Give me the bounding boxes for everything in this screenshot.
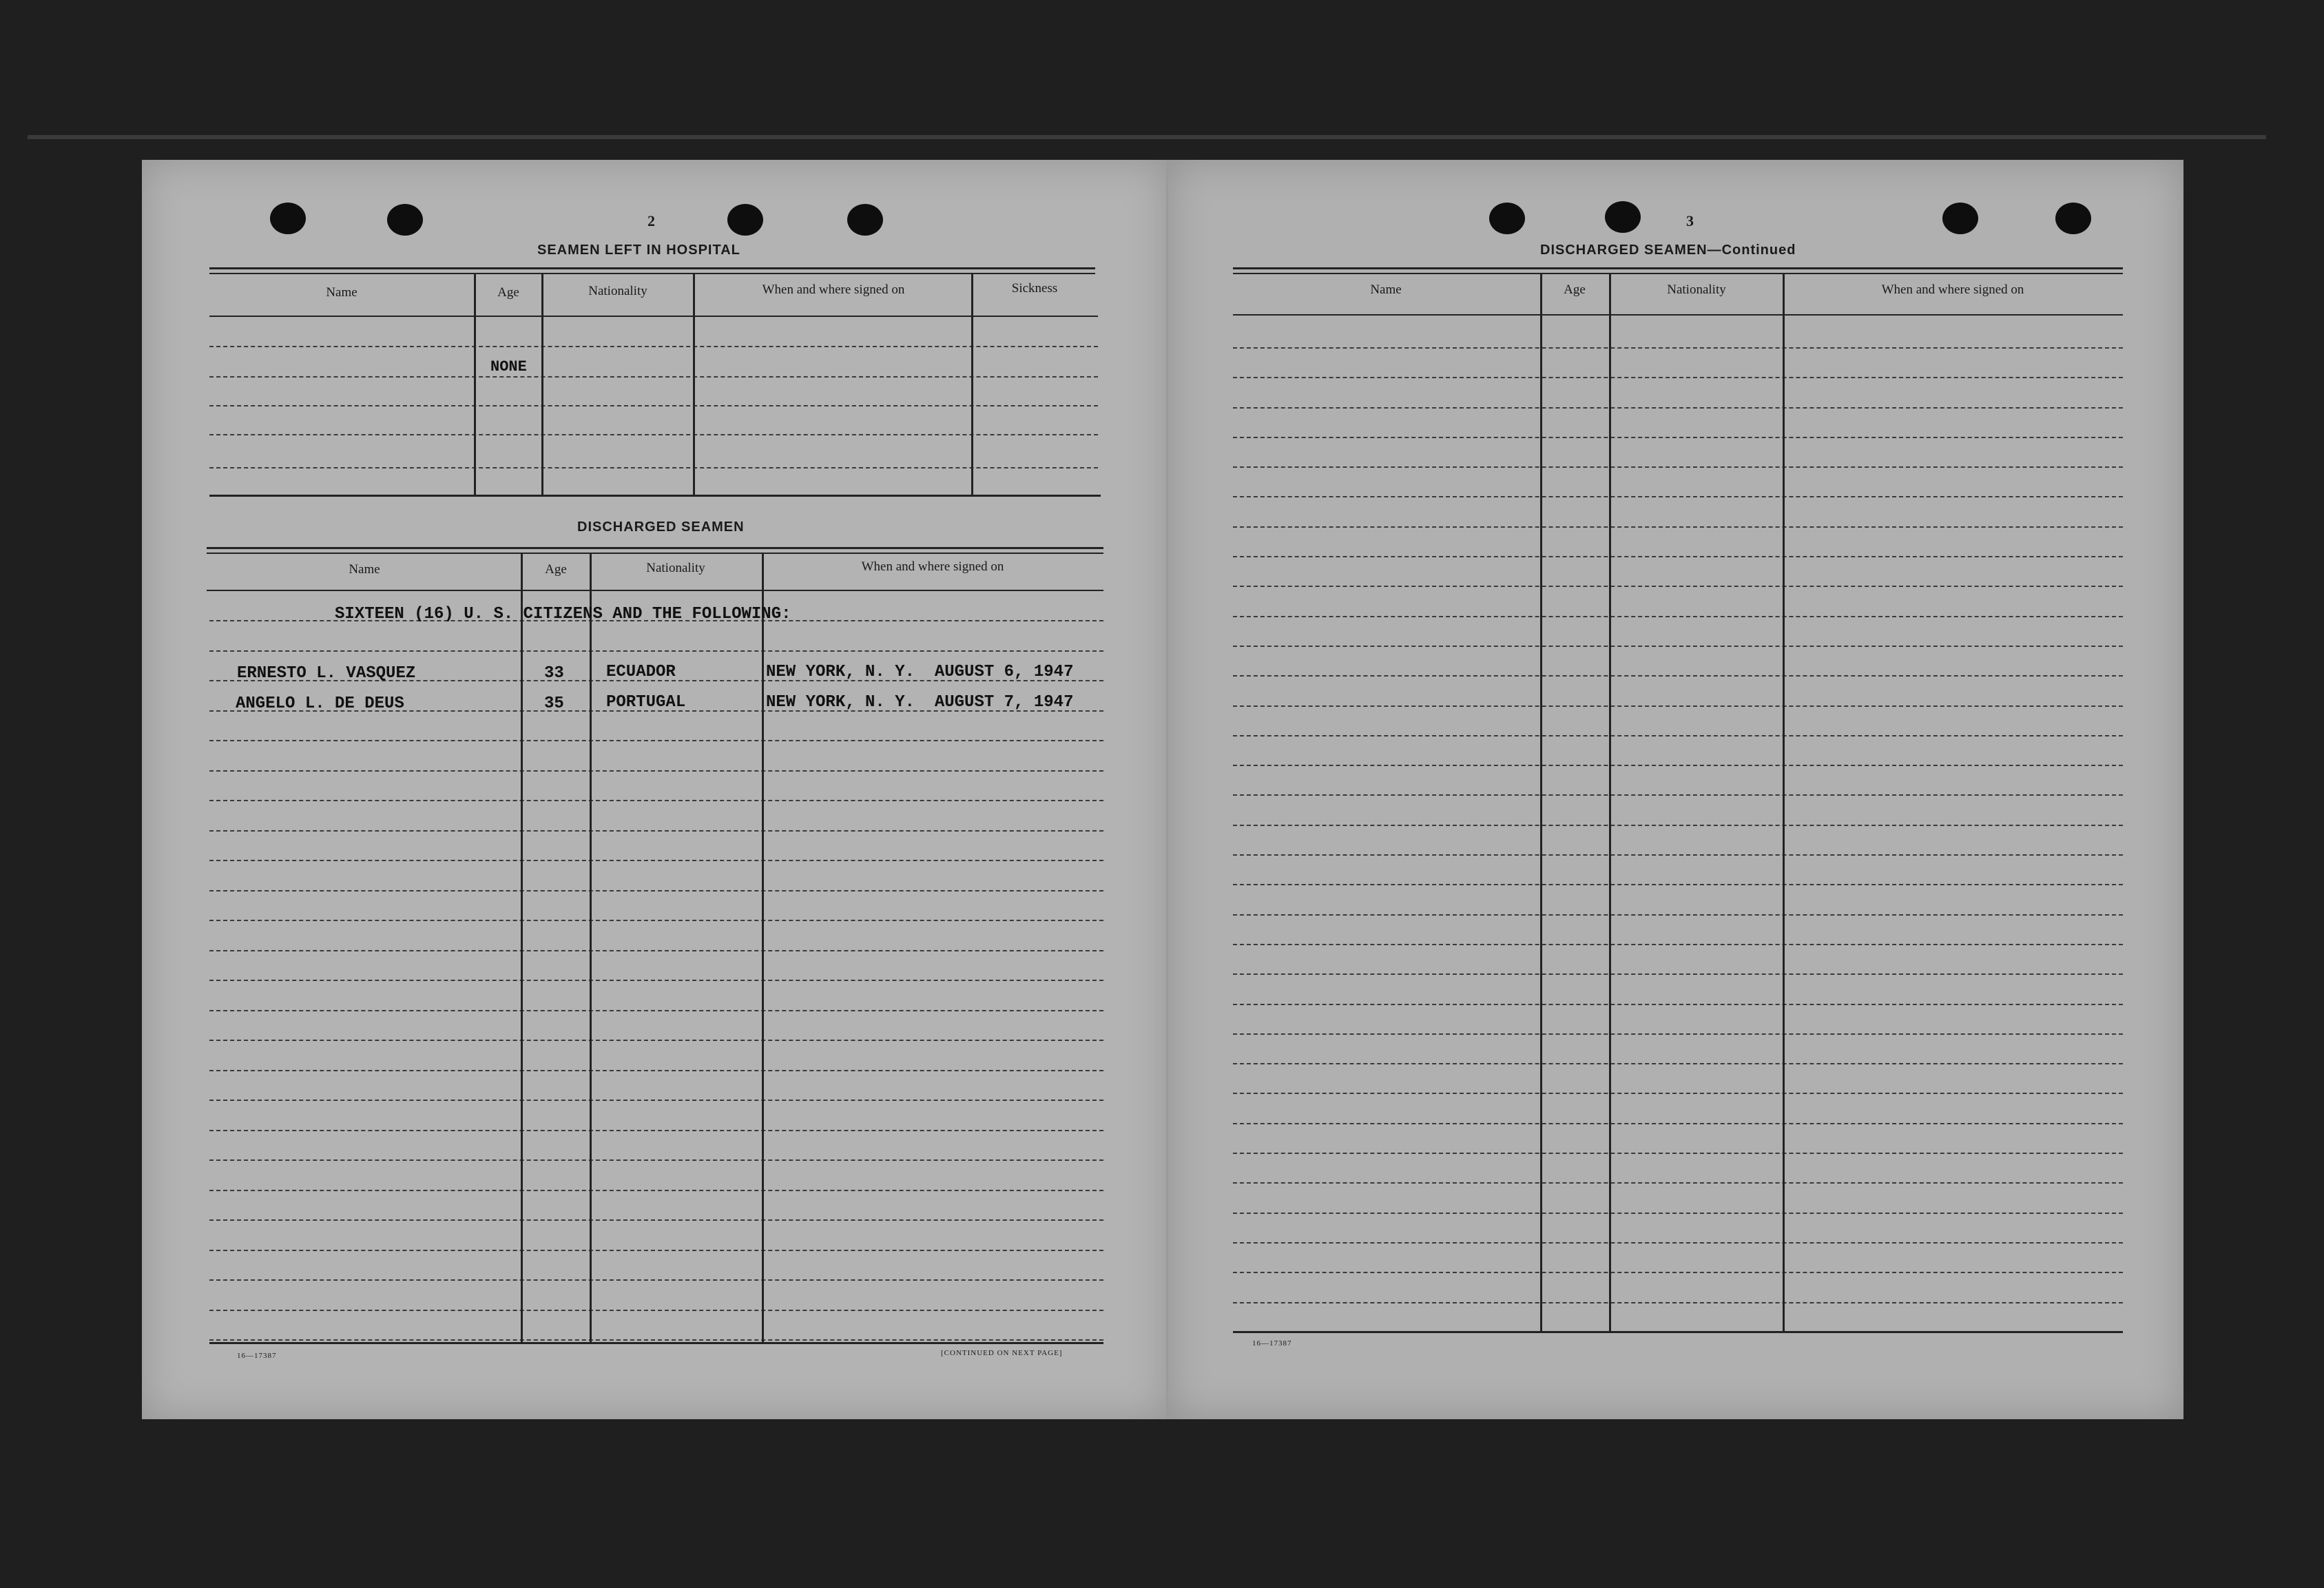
- section-title-hospital: SEAMEN LEFT IN HOSPITAL: [537, 243, 740, 258]
- ruled-line: [1233, 1182, 2123, 1184]
- seaman-age: 35: [544, 694, 564, 713]
- scan-edge: [28, 135, 2266, 139]
- ruled-line: [209, 1070, 1103, 1071]
- hospital-entry: NONE: [490, 358, 527, 375]
- ruled-line: [1233, 735, 2123, 736]
- ruled-line: [1233, 825, 2123, 826]
- table-rule: [1233, 273, 2123, 274]
- ruled-line: [209, 1130, 1103, 1131]
- ruled-line: [209, 1190, 1103, 1191]
- page-number: 2: [647, 212, 655, 229]
- table-rule: [209, 495, 1101, 497]
- section-title-discharged: DISCHARGED SEAMEN: [577, 519, 745, 535]
- table-rule: [1233, 1331, 2123, 1333]
- ruled-line: [1233, 616, 2123, 617]
- seaman-signed-on: NEW YORK, N. Y. AUGUST 7, 1947: [766, 693, 1074, 712]
- ruled-line: [209, 920, 1103, 921]
- ruled-line: [1233, 944, 2123, 945]
- ruled-line: [1233, 1272, 2123, 1273]
- column-divider: [762, 554, 764, 1343]
- ruled-line: [1233, 1004, 2123, 1005]
- ruled-line: [1233, 854, 2123, 856]
- ruled-line: [1233, 586, 2123, 587]
- ruled-line: [1233, 1242, 2123, 1244]
- ruled-line: [1233, 526, 2123, 528]
- ruled-line: [209, 860, 1103, 861]
- table-rule: [1233, 314, 2123, 316]
- ruled-line: [1233, 1153, 2123, 1154]
- column-header-name: Name: [326, 285, 357, 300]
- column-header-age: Age: [497, 285, 519, 300]
- punch-hole: [727, 204, 763, 236]
- column-divider: [590, 554, 592, 1343]
- column-header-age: Age: [1564, 282, 1586, 297]
- ruled-line: [1233, 347, 2123, 349]
- punch-hole: [1489, 203, 1525, 234]
- table-rule: [1233, 267, 2123, 269]
- ruled-line: [1233, 466, 2123, 468]
- punch-hole: [847, 204, 883, 236]
- ruled-line: [209, 770, 1103, 772]
- ruled-line: [209, 1250, 1103, 1251]
- ruled-line: [209, 376, 1098, 378]
- ruled-line: [209, 1339, 1103, 1341]
- column-divider: [541, 274, 543, 496]
- section-title-discharged-continued: DISCHARGED SEAMEN—Continued: [1540, 243, 1796, 258]
- column-header-name: Name: [349, 562, 380, 577]
- column-header-signed-on: When and where signed on: [762, 282, 905, 297]
- ruled-line: [209, 1279, 1103, 1281]
- column-divider: [474, 274, 476, 496]
- right-page: [1168, 160, 2183, 1419]
- seaman-name: ANGELO L. DE DEUS: [236, 694, 404, 713]
- continued-note: [CONTINUED ON NEXT PAGE]: [941, 1349, 1063, 1357]
- ruled-line: [1233, 377, 2123, 378]
- column-divider: [1540, 274, 1542, 1332]
- ruled-line: [209, 650, 1103, 652]
- ruled-line: [1233, 556, 2123, 557]
- ruled-line: [209, 1010, 1103, 1011]
- column-header-age: Age: [545, 562, 567, 577]
- ruled-line: [209, 405, 1098, 406]
- column-header-signed-on: When and where signed on: [861, 559, 1004, 574]
- ruled-line: [1233, 1302, 2123, 1303]
- ruled-line: [1233, 1093, 2123, 1094]
- ruled-line: [1233, 914, 2123, 916]
- table-rule: [209, 267, 1095, 269]
- ruled-line: [209, 1040, 1103, 1041]
- ruled-line: [1233, 705, 2123, 707]
- left-page: [142, 160, 1168, 1419]
- ruled-line: [209, 950, 1103, 951]
- ruled-line: [1233, 884, 2123, 885]
- punch-hole: [270, 203, 306, 234]
- punch-hole: [1942, 203, 1978, 234]
- page-number: 3: [1686, 212, 1694, 229]
- ruled-line: [1233, 765, 2123, 766]
- form-number: 16—17387: [237, 1352, 277, 1360]
- ruled-line: [209, 1159, 1103, 1161]
- table-rule: [209, 1342, 1103, 1344]
- punch-hole: [387, 204, 423, 236]
- ruled-line: [1233, 1123, 2123, 1124]
- table-rule: [207, 553, 1103, 554]
- column-divider: [1783, 274, 1785, 1332]
- ruled-line: [209, 1100, 1103, 1101]
- ruled-line: [1233, 973, 2123, 975]
- ruled-line: [1233, 1213, 2123, 1214]
- column-header-signed-on: When and where signed on: [1881, 282, 2024, 297]
- column-header-name: Name: [1370, 282, 1402, 297]
- ruled-line: [209, 830, 1103, 832]
- ruled-line: [209, 890, 1103, 891]
- ruled-line: [1233, 407, 2123, 409]
- seaman-age: 33: [544, 664, 564, 683]
- ruled-line: [1233, 496, 2123, 497]
- discharged-intro: SIXTEEN (16) U. S. CITIZENS AND THE FOLLOWING:: [335, 605, 791, 623]
- column-divider: [971, 273, 973, 496]
- ruled-line: [209, 467, 1098, 468]
- ruled-line: [1233, 675, 2123, 677]
- column-header-nationality: Nationality: [588, 284, 647, 298]
- column-divider: [693, 274, 695, 496]
- column-header-nationality: Nationality: [1667, 282, 1726, 297]
- table-rule: [209, 273, 1095, 274]
- table-rule: [209, 316, 1098, 317]
- ruled-line: [1233, 1063, 2123, 1064]
- ruled-line: [209, 1310, 1103, 1311]
- form-number: 16—17387: [1252, 1339, 1292, 1348]
- seaman-signed-on: NEW YORK, N. Y. AUGUST 6, 1947: [766, 663, 1074, 681]
- ruled-line: [209, 346, 1098, 347]
- ruled-line: [209, 980, 1103, 981]
- column-divider: [1609, 274, 1611, 1332]
- table-rule: [207, 547, 1103, 549]
- ruled-line: [1233, 646, 2123, 647]
- punch-hole: [2055, 203, 2091, 234]
- column-header-sickness: Sickness: [1011, 281, 1058, 296]
- ruled-line: [209, 1219, 1103, 1221]
- column-divider: [521, 554, 523, 1343]
- ruled-line: [1233, 794, 2123, 796]
- ruled-line: [209, 740, 1103, 741]
- column-header-nationality: Nationality: [646, 561, 705, 575]
- ruled-line: [1233, 437, 2123, 438]
- seaman-name: ERNESTO L. VASQUEZ: [237, 664, 416, 683]
- punch-hole: [1605, 201, 1641, 233]
- ruled-line: [209, 800, 1103, 801]
- seaman-nationality: PORTUGAL: [606, 693, 686, 712]
- ruled-line: [209, 434, 1098, 435]
- table-rule: [207, 590, 1103, 591]
- seaman-nationality: ECUADOR: [606, 663, 676, 681]
- ruled-line: [1233, 1033, 2123, 1035]
